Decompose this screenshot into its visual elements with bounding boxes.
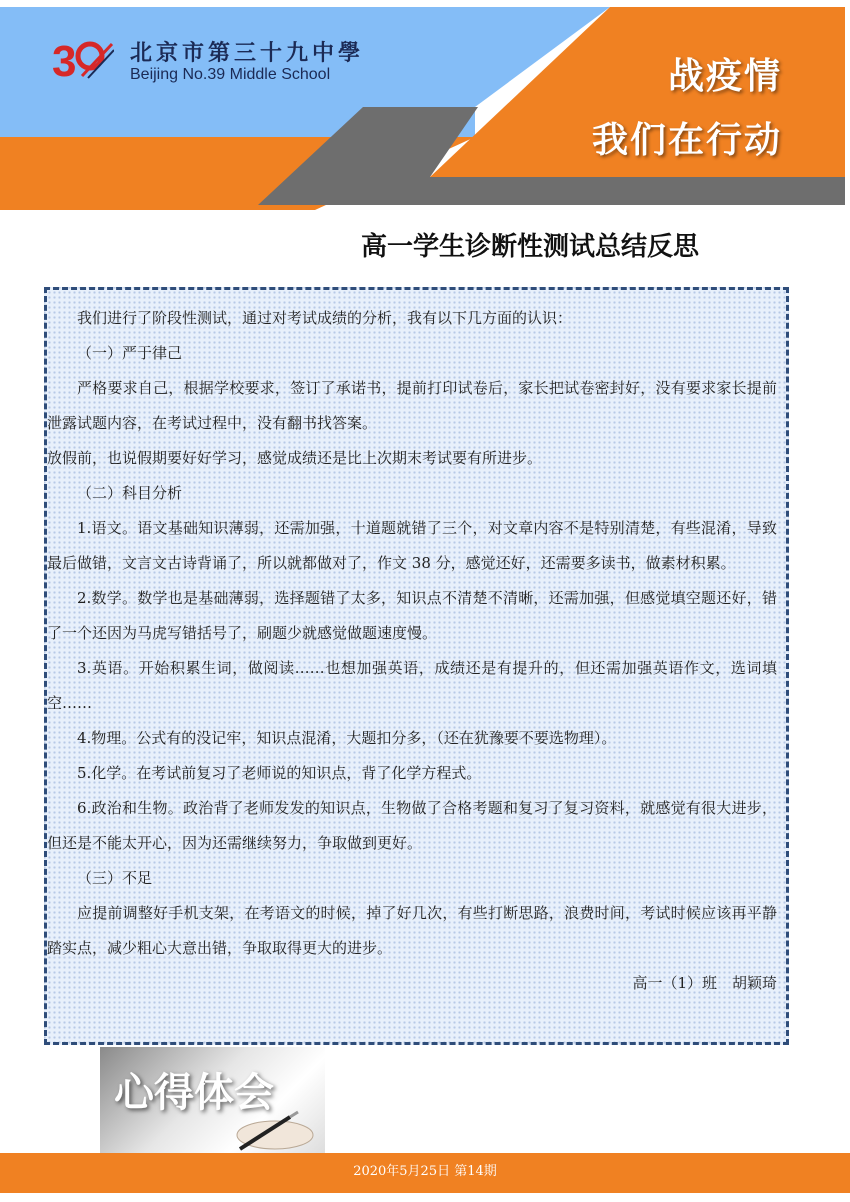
article-body bbox=[47, 301, 777, 1001]
svg-text:3: 3 bbox=[52, 37, 77, 82]
document-title: 高一学生诊断性测试总结反思 bbox=[360, 232, 699, 262]
school-logo-icon bbox=[52, 36, 114, 82]
xinde-label: 心得体会 bbox=[114, 1070, 274, 1116]
pen-icon bbox=[220, 1107, 320, 1152]
paragraph-politics-biology: 6.政治和生物。政治背了老师发发的知识点，生物做了合格考题和复习了复习资料，就感觉有很大进步，但还是不能太开心，因为还需继续努力，争取做到更好。 bbox=[47, 799, 777, 852]
section-heading-1: （一）严于律己 bbox=[77, 344, 183, 362]
paragraph-shortcomings: 应提前调整好手机支架，在考语文的时候，掉了好几次，有些打断思路，浪费时间，考试时候应该再平静踏实点，减少粗心大意出错，争取取得更大的进步。 bbox=[47, 904, 777, 957]
xinde-decoration-image bbox=[100, 1047, 325, 1157]
paragraph-self-discipline: 严格要求自己，根据学校要求，签订了承诺书，提前打印试卷后，家长把试卷密封好，没有要求家长提前泄露试题内容，在考试过程中，没有翻书找答案。 bbox=[47, 379, 777, 432]
paragraph-before-holiday: 放假前，也说假期要好好学习，感觉成绩还是比上次期末考试要有所进步。 bbox=[47, 449, 543, 467]
school-name-english: Beijing No.39 Middle School bbox=[130, 66, 331, 83]
paragraph-math: 2.数学。数学也是基础薄弱，选择题错了太多，知识点不清楚不清晰，还需加强，但感觉填空题还好，错了一个还因为马虎写错括号了，刷题少就感觉做题速度慢。 bbox=[47, 589, 777, 642]
header-banner bbox=[0, 0, 850, 215]
section-heading-2: （二）科目分析 bbox=[77, 484, 183, 502]
paragraph-physics: 4.物理。公式有的没记牢，知识点混淆，大题扣分多，（还在犹豫要不要选物理）。 bbox=[77, 729, 617, 747]
slogan-line-1: 战疫情 bbox=[667, 56, 782, 97]
paragraph-intro: 我们进行了阶段性测试，通过对考试成绩的分析，我有以下几方面的认识： bbox=[77, 309, 573, 327]
school-name-chinese: 北京市第三十九中學 bbox=[130, 41, 365, 66]
paragraph-chinese: 1.语文。语文基础知识薄弱，还需加强，十道题就错了三个，对文章内容不是特别清楚，有些混淆，导致最后做错，文言文古诗背诵了，所以就都做对了，作文 38 分，感觉还好，还需要多读书，做素材积累。 bbox=[47, 519, 777, 572]
footer-issue-date: 2020年5月25日 第14期 bbox=[353, 1164, 497, 1179]
section-heading-3: （三）不足 bbox=[77, 869, 153, 887]
paragraph-chemistry: 5.化学。在考试前复习了老师说的知识点，背了化学方程式。 bbox=[77, 764, 482, 782]
paragraph-english: 3.英语。开始积累生词，做阅读……也想加强英语，成绩还是有提升的，但还需加强英语作文，选词填空…… bbox=[47, 659, 777, 712]
banner-top-gray bbox=[845, 0, 850, 215]
signature: 高一（1）班 胡颖琦 bbox=[632, 974, 777, 992]
slogan-line-2: 我们在行动 bbox=[591, 120, 782, 161]
